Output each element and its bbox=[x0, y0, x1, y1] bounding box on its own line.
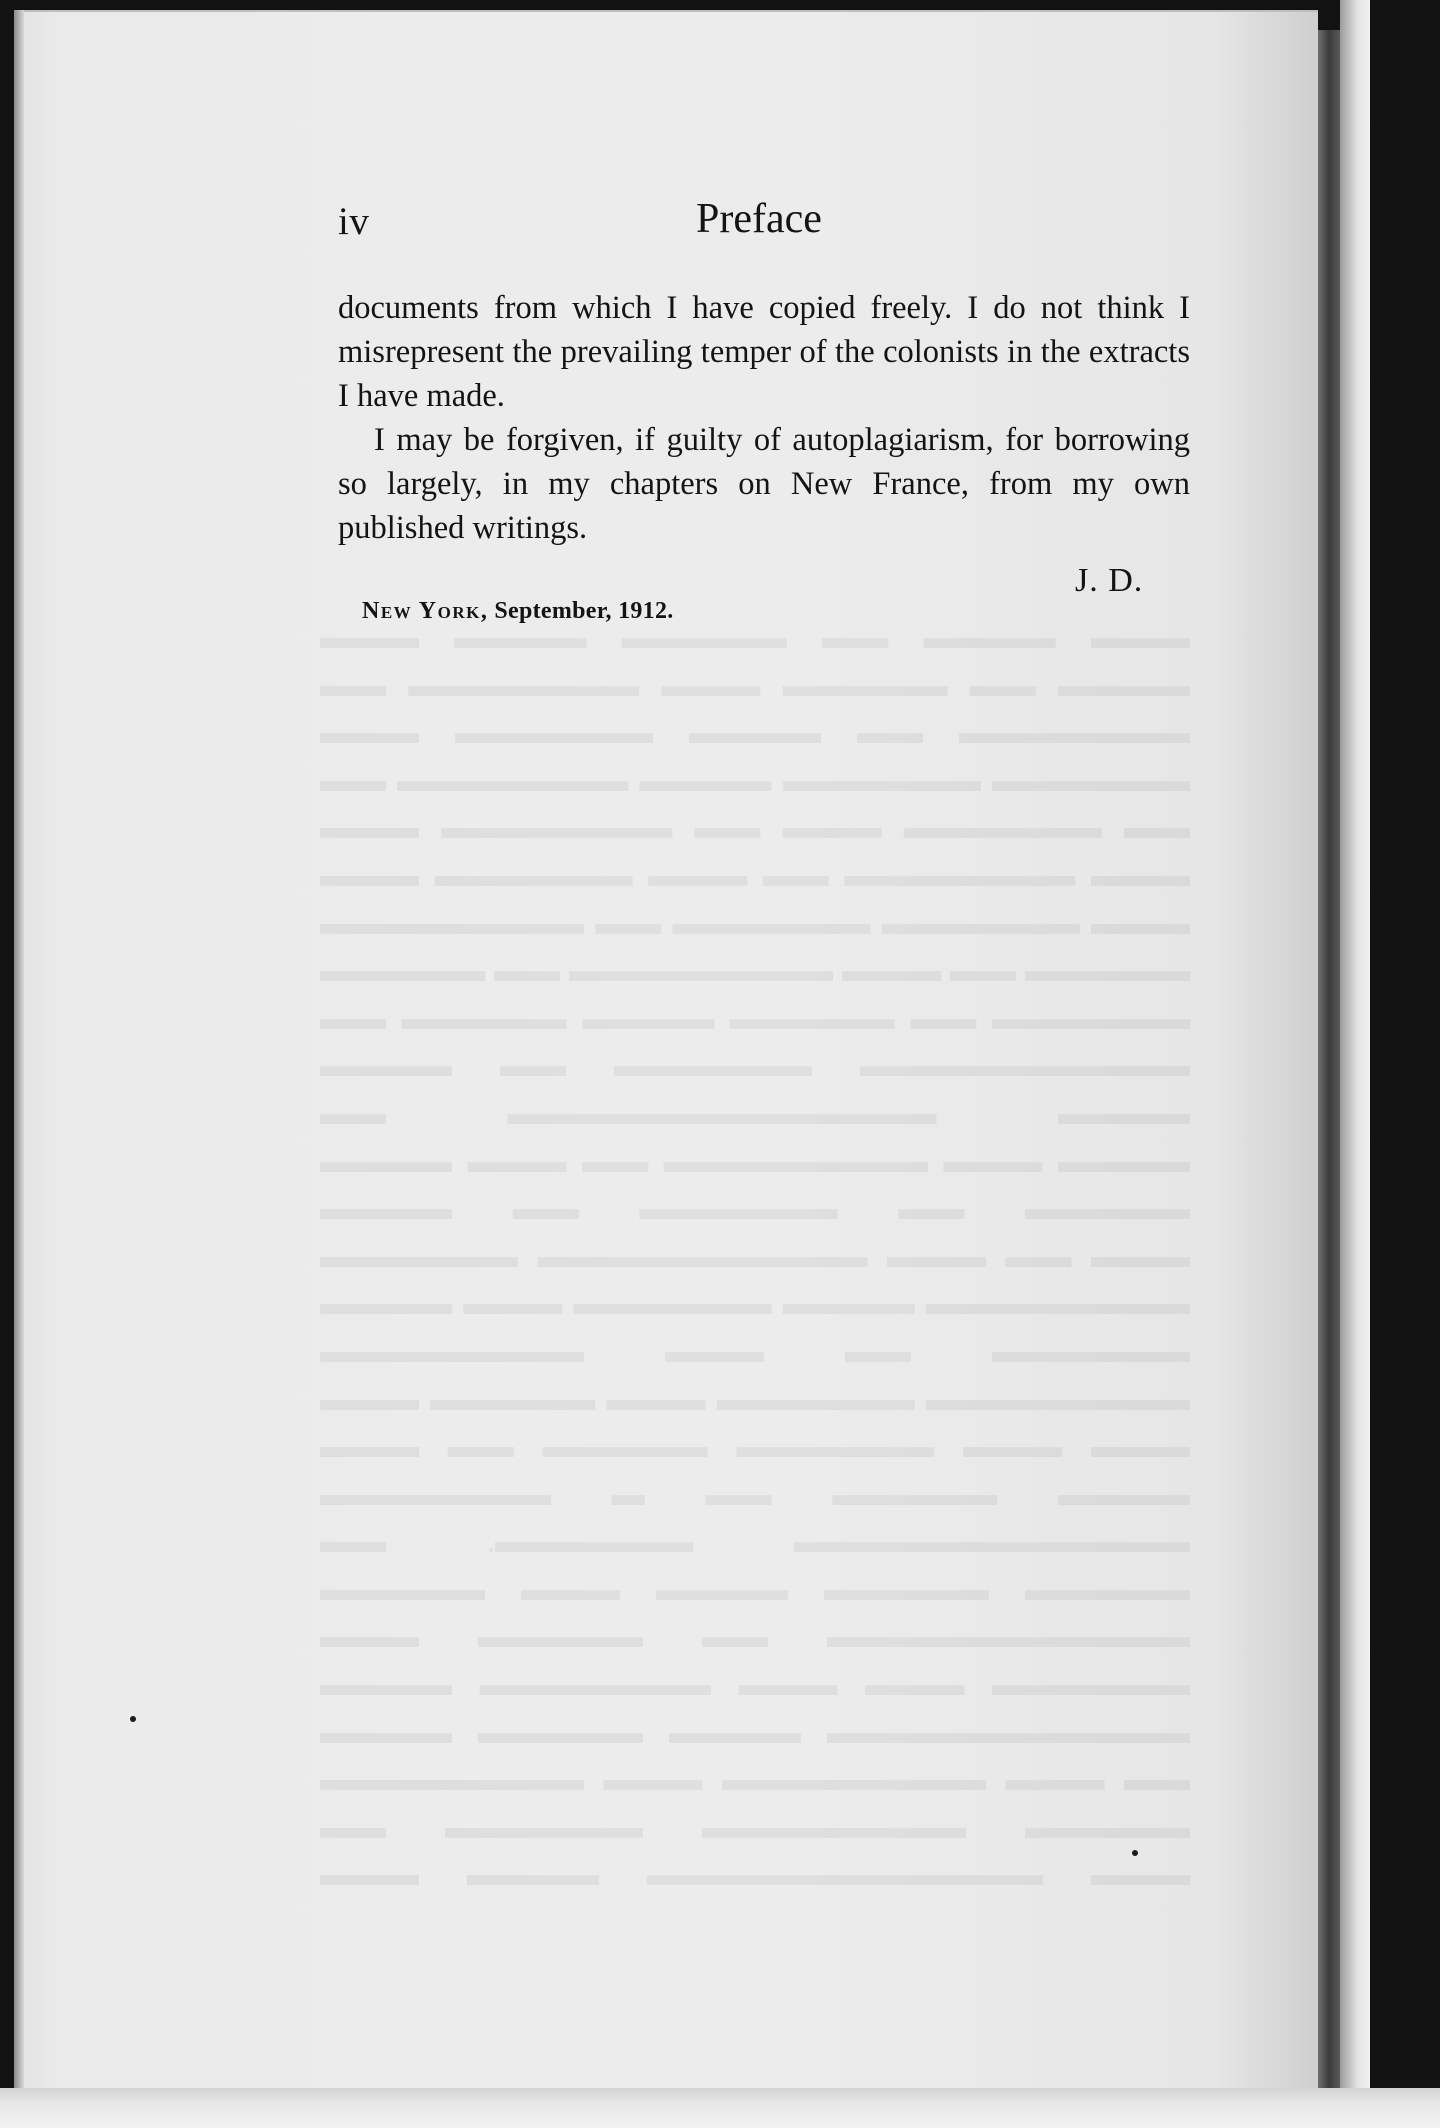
page-number: iv bbox=[338, 200, 370, 243]
dust-speck bbox=[130, 1716, 136, 1722]
dateline-date: September, 1912. bbox=[494, 598, 674, 624]
dateline-place: New York, bbox=[362, 598, 489, 624]
paragraph: I may be forgiven, if guilty of autoplagiarism, for borrowing so largely, in my chapters on New France, from my own published writings. bbox=[338, 422, 1190, 546]
running-head bbox=[0, 195, 1440, 255]
author-initials: J. D. bbox=[1075, 562, 1144, 599]
dust-speck bbox=[1132, 1850, 1138, 1856]
page-edge-shadow bbox=[14, 10, 24, 2100]
body-text bbox=[338, 286, 1190, 550]
show-through-texture: ▬▬▬ ▬▬▬▬ ▬▬ ▬▬▬▬▬ ▬▬▬▬ ▬▬▬ ▬▬▬▬ ▬▬ ▬▬▬▬▬ ▬▬▬ ▬▬▬▬▬▬▬ ▬▬ ▬▬▬▬▬▬▬ ▬▬ ▬▬▬▬ ▬▬▬▬▬▬ ▬▬▬ ▬▬▬▬▬▬ ▬▬▬▬▬▬ ▬▬▬▬ ▬▬▬▬▬▬▬ ▬▬ ▬▬ ▬▬▬▬▬▬ ▬▬▬ ▬▬ ▬▬▬▬▬▬▬ ▬▬▬ ▬▬▬ ▬▬▬▬▬▬▬ ▬▬ ▬▬▬ ▬▬▬▬▬▬ ▬▬▬ ▬▬▬ ▬▬▬▬▬▬ ▬▬▬▬▬▬ ▬▬ ▬▬▬▬▬▬▬▬ ▬▬▬▬▬ ▬▬ ▬▬▬ ▬▬▬▬▬▬▬▬ ▬▬ ▬▬▬▬▬ ▬▬▬▬▬▬ ▬▬ ▬▬▬▬▬ ▬▬▬▬ ▬▬▬▬▬ ▬▬ ▬▬▬▬▬▬▬▬▬▬ ▬▬▬▬▬▬ ▬▬ ▬▬▬▬ ▬▬▬▬ ▬▬▬▬▬▬▬▬▬▬▬▬▬ ▬▬ ▬▬▬▬ ▬▬▬ ▬▬▬▬▬▬▬▬ ▬▬ ▬▬▬ ▬▬▬▬ ▬▬▬▬▬ ▬▬ ▬▬▬▬▬▬ ▬▬ ▬▬▬▬ ▬▬▬ ▬▬ ▬▬▬ ▬▬▬▬▬▬▬▬▬▬ ▬▬▬▬▬▬ ▬▬▬▬▬▬▬▬ ▬▬▬▬ ▬▬▬▬▬▬ ▬▬▬ ▬▬▬▬ ▬▬▬▬▬▬ ▬▬ ▬▬▬ ▬▬▬▬▬▬▬▬ ▬▬▬▬▬▬▬▬ ▬▬▬▬▬▬ ▬▬▬ ▬▬▬▬▬ ▬▬▬ ▬▬▬ ▬▬▬ ▬▬▬▬▬▬ ▬▬▬▬▬ ▬▬ ▬▬▬ ▬▬▬▬ ▬▬▬▬▬ ▬▬ ▬ ▬▬▬▬▬▬▬ ▬▬▬▬▬▬▬▬▬▬▬▬ ▬▬▬▬▬▬. ▬▬ ▬▬▬▬▬ ▬▬▬▬▬ ▬▬▬▬ ▬▬▬ ▬▬▬▬▬ ▬▬▬▬▬▬▬▬▬▬▬ ▬▬ ▬▬▬▬▬ ▬▬▬ ▬▬▬▬▬▬ ▬▬▬ ▬▬▬ ▬▬▬▬▬▬▬ ▬▬▬▬ ▬▬▬▬▬▬▬▬▬▬▬ ▬▬▬▬ ▬▬▬▬▬ ▬▬▬▬ ▬▬ ▬▬▬ ▬▬▬▬▬▬▬▬ ▬▬▬ ▬▬▬▬▬▬▬▬ ▬▬▬▬▬ ▬▬▬▬▬▬▬▬ ▬▬▬▬▬▬ ▬▬ ▬▬▬ ▬▬▬▬▬▬▬▬▬▬▬▬ ▬▬▬▬ ▬▬▬ bbox=[320, 620, 1190, 1894]
paragraph-continued: documents from which I have copied freely. I do not think I misrepresent the prevailing temper of the colonists in the extracts I have made. bbox=[338, 290, 1190, 414]
book-gutter-shadow bbox=[1318, 30, 1340, 2090]
page-bottom-edge bbox=[0, 2088, 1440, 2128]
facing-page-edge bbox=[1340, 0, 1370, 2128]
running-head-title: Preface bbox=[696, 196, 822, 242]
dateline bbox=[362, 598, 674, 625]
